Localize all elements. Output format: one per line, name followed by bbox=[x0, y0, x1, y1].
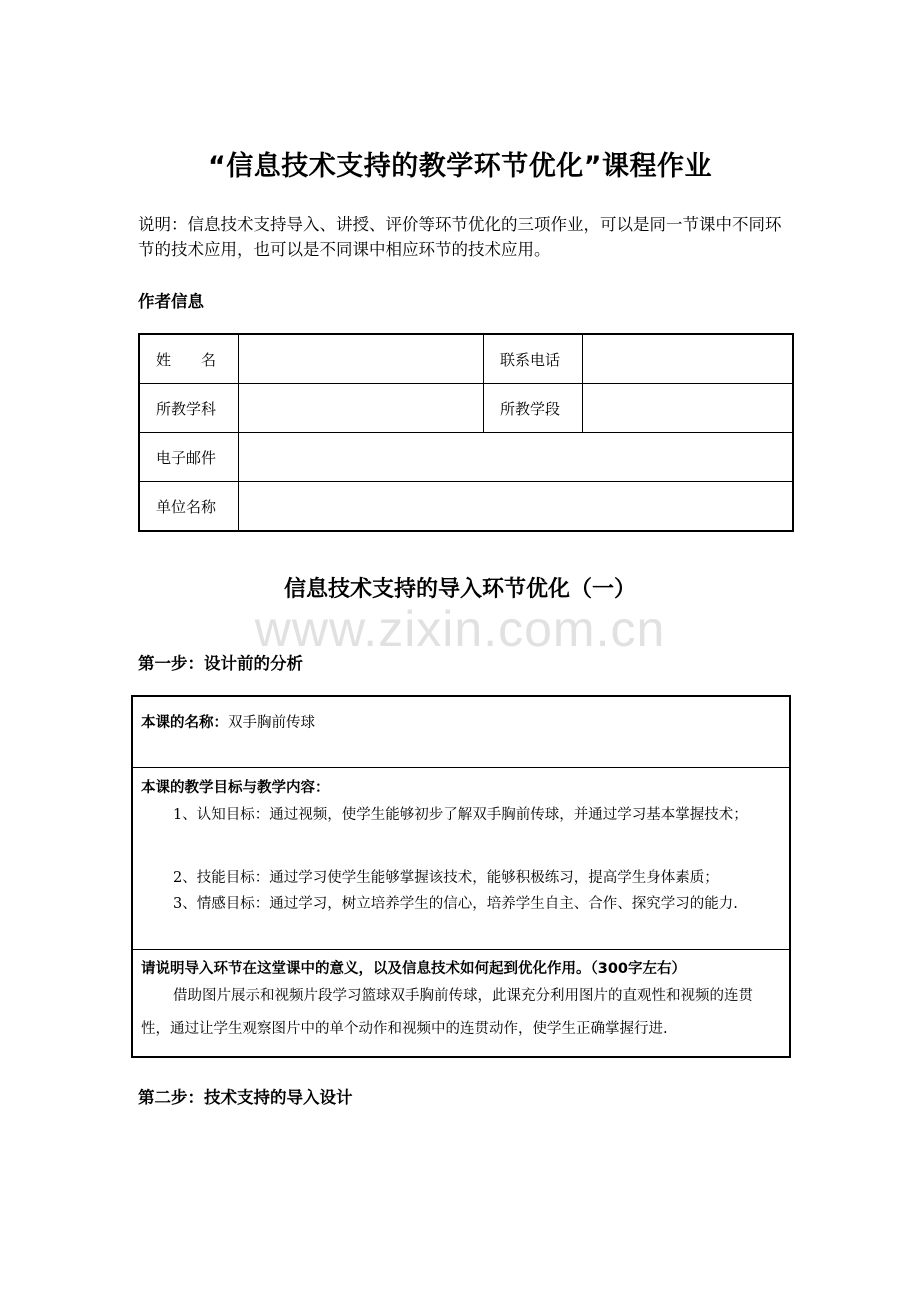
table-row bbox=[139, 334, 793, 384]
unit-label: 单位名称 bbox=[139, 482, 239, 532]
significance-row bbox=[133, 950, 789, 1056]
subject-label: 所教学科 bbox=[139, 384, 239, 433]
lesson-name-value: 双手胸前传球 bbox=[228, 715, 315, 731]
analysis-box bbox=[131, 695, 791, 1058]
table-row bbox=[139, 482, 793, 532]
lesson-name-line bbox=[141, 711, 315, 732]
subject-field[interactable] bbox=[239, 384, 484, 433]
step2-heading: 第二步：技术支持的导入设计 bbox=[138, 1088, 353, 1107]
goal-1: 1、认知目标：通过视频，使学生能够初步了解双手胸前传球，并通过学习基本掌握技术； bbox=[173, 807, 748, 823]
table-row bbox=[139, 433, 793, 482]
goals-label: 本课的教学目标与教学内容： bbox=[141, 780, 330, 796]
lesson-name-label: 本课的名称： bbox=[141, 715, 228, 731]
document-title: “信息技术支持的教学环节优化”课程作业 bbox=[208, 151, 712, 182]
goals-row bbox=[133, 768, 789, 950]
phone-field[interactable] bbox=[583, 334, 794, 384]
section-title: 信息技术支持的导入环节优化（一） bbox=[283, 577, 636, 602]
goal-2: 2、技能目标：通过学习使学生能够掌握该技术，能够积极练习，提高学生身体素质； bbox=[173, 870, 719, 886]
stage-label: 所教学段 bbox=[484, 384, 583, 433]
stage-field[interactable] bbox=[583, 384, 794, 433]
name-field[interactable] bbox=[239, 334, 484, 384]
watermark: www.zixin.com.cn bbox=[254, 601, 666, 657]
author-info-table bbox=[138, 333, 794, 532]
email-label: 电子邮件 bbox=[139, 433, 239, 482]
step1-heading: 第一步：设计前的分析 bbox=[138, 654, 303, 673]
phone-label: 联系电话 bbox=[484, 334, 583, 384]
name-label: 姓 名 bbox=[139, 334, 239, 384]
unit-field[interactable] bbox=[239, 482, 794, 532]
description-text: 说明：信息技术支持导入、讲授、评价等环节优化的三项作业，可以是同一节课中不同环节的技术应用，也可以是不同课中相应环节的技术应用。 bbox=[138, 215, 782, 259]
goal-3: 3、情感目标：通过学习，树立培养学生的信心，培养学生自主、合作、探究学习的能力. bbox=[173, 896, 738, 912]
author-info-heading: 作者信息 bbox=[138, 292, 204, 311]
table-row bbox=[139, 384, 793, 433]
email-field[interactable] bbox=[239, 433, 794, 482]
lesson-name-row bbox=[133, 697, 789, 768]
significance-text: 借助图片展示和视频片段学习篮球双手胸前传球，此课充分利用图片的直观性和视频的连贯性，通过让学生观察图片中的单个动作和视频中的连贯动作，使学生正确掌握行进. bbox=[141, 988, 753, 1037]
significance-label: 请说明导入环节在这堂课中的意义，以及信息技术如何起到优化作用。（300字左右） bbox=[141, 961, 687, 977]
